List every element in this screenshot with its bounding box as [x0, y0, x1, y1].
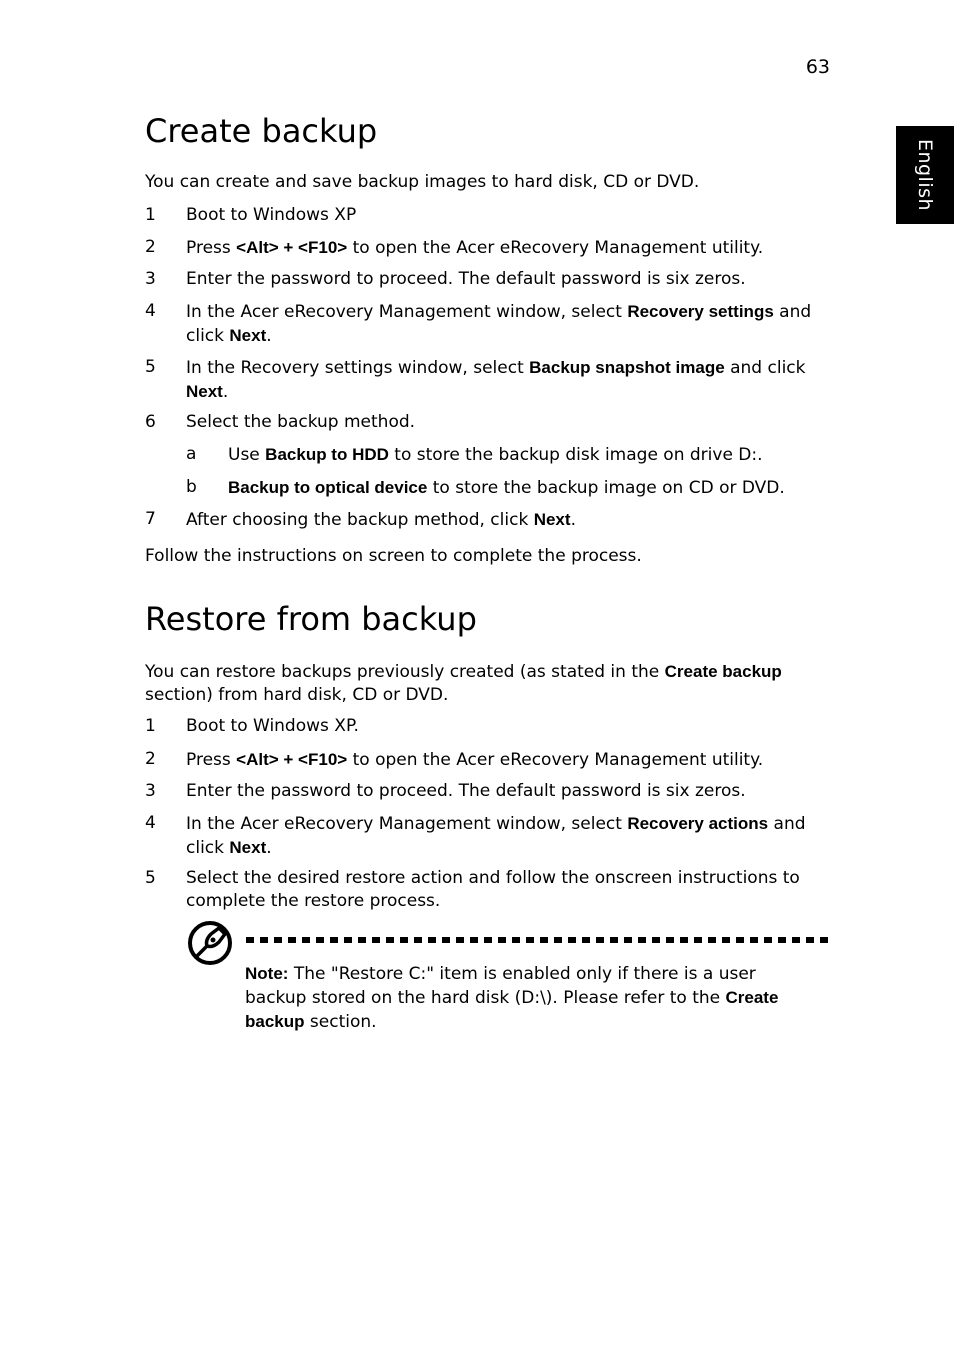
note-text: Note: The "Restore C:" item is enabled only if there is a user backup stored on the hard disk (D:\). Please refer to the Create backup section. — [245, 964, 779, 1032]
create-outro: Follow the instructions on screen to complete the process. — [145, 546, 642, 566]
restore-intro: You can restore backups previously created (as stated in the Create backup section) from hard disk, CD or DVD. — [145, 662, 782, 705]
create-intro: You can create and save backup images to hard disk, CD or DVD. — [145, 172, 700, 192]
language-tab-label: English — [914, 138, 937, 212]
note-pen-icon — [187, 920, 233, 966]
language-tab — [896, 126, 954, 224]
note-divider — [246, 937, 830, 943]
create-backup-heading: Create backup — [145, 112, 378, 150]
restore-backup-heading: Restore from backup — [145, 600, 477, 638]
page-number: 63 — [805, 56, 830, 78]
